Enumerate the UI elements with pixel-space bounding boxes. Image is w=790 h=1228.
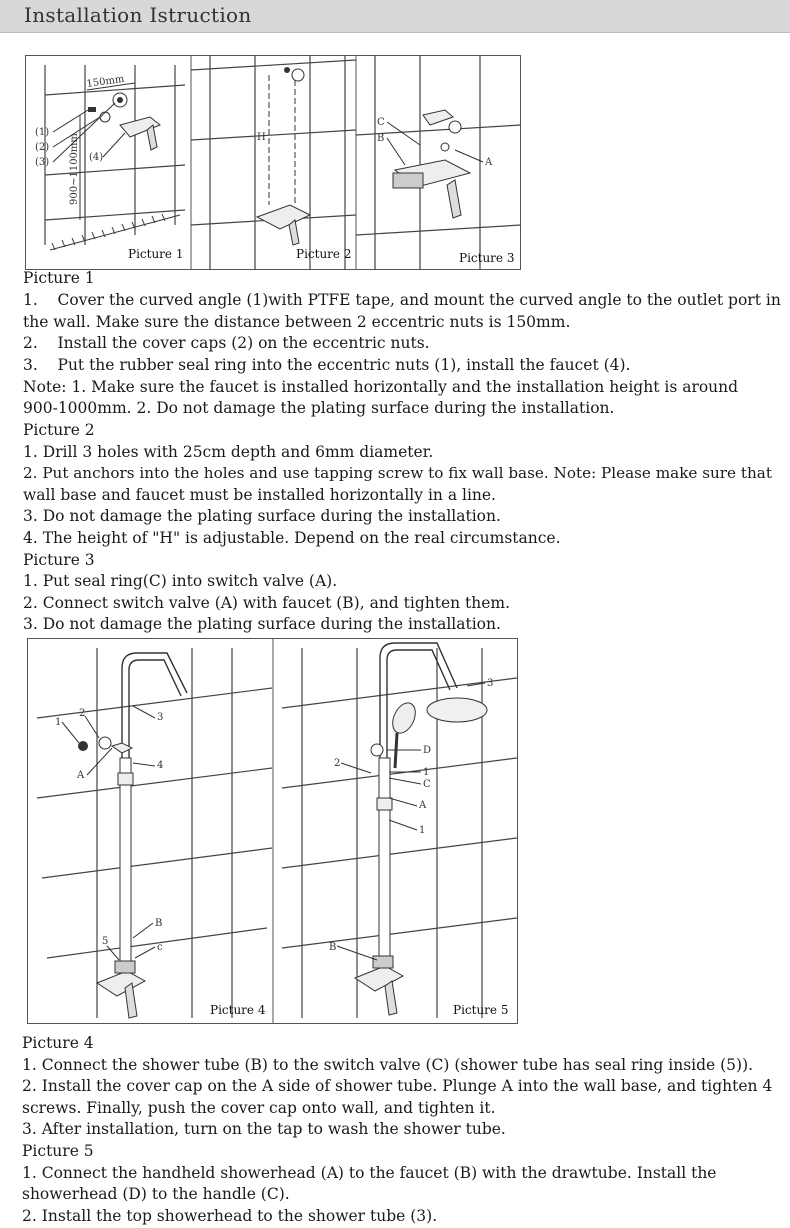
p1-step3-num: 3.: [23, 356, 38, 374]
p4-step2: 2. Install the cover cap on the A side of shower tube. Plunge A into the wall base, and tighten 4: [22, 1077, 773, 1095]
p1-step3: [23, 355, 630, 377]
p1-note1: Note: 1. Make sure the faucet is installed horizontally and the installation height is around: [23, 378, 739, 396]
p2-step3: 3. Do not damage the plating surface during the installation.: [23, 507, 501, 525]
svg-text:1: 1: [423, 767, 430, 778]
svg-text:5: 5: [102, 936, 109, 947]
svg-text:3: 3: [157, 712, 164, 723]
p3-step1: 1. Put seal ring(C) into switch valve (A).: [23, 572, 338, 590]
svg-text:2: 2: [334, 758, 341, 769]
p4-step1: 1. Connect the shower tube (B) to the switch valve (C) (shower tube has seal ring inside (5)).: [22, 1056, 754, 1074]
p1-step1-text: Cover the curved angle (1)with PTFE tape, and mount the curved angle to the outlet port in: [57, 291, 781, 309]
svg-text:150mm: 150mm: [85, 73, 126, 90]
svg-text:H: H: [257, 132, 266, 143]
installation-diagrams-4-5: [27, 638, 518, 1024]
p5-step1: 1. Connect the handheld showerhead (A) to the faucet (B) with the drawtube. Install the: [22, 1164, 717, 1182]
p5-heading: Picture 5: [22, 1142, 94, 1160]
p2-step4: 4. The height of "H" is adjustable. Depend on the real circumstance.: [23, 529, 561, 547]
svg-text:C: C: [377, 117, 385, 128]
p2-step2b: wall base and faucet must be installed horizontally in a line.: [23, 486, 496, 504]
header-bar: [0, 0, 790, 33]
p1-step1: [23, 290, 781, 312]
p4-heading: Picture 4: [22, 1034, 94, 1052]
caption-picture-5: Picture 5: [453, 1003, 509, 1017]
p1-step2-text: Install the cover caps (2) on the eccentric nuts.: [57, 334, 430, 352]
svg-text:C: C: [423, 779, 431, 790]
svg-text:B: B: [329, 942, 337, 953]
p1-step2-num: 2.: [23, 334, 38, 352]
p1-step1-num: 1.: [23, 291, 38, 309]
svg-text:4: 4: [157, 760, 164, 771]
svg-text:A: A: [485, 157, 493, 168]
svg-text:1: 1: [55, 717, 62, 728]
p1-note2: 900-1000mm. 2. Do not damage the plating surface during the installation.: [23, 399, 615, 417]
p4-step2b: screws. Finally, push the cover cap onto wall, and tighten it.: [22, 1099, 496, 1117]
svg-text:3: 3: [487, 678, 494, 689]
figure-panel-bottom: [27, 638, 518, 1024]
svg-text:A: A: [77, 770, 85, 781]
p1-step2: [23, 333, 430, 355]
p2-step2: 2. Put anchors into the holes and use tapping screw to fix wall base. Note: Please make sure that: [23, 464, 772, 482]
svg-text:(4): (4): [89, 152, 104, 163]
svg-text:D: D: [423, 745, 432, 756]
p2-heading: Picture 2: [23, 421, 95, 439]
caption-picture-3: Picture 3: [459, 251, 515, 265]
p5-step2: 2. Install the top showerhead to the shower tube (3).: [22, 1207, 438, 1225]
svg-text:c: c: [157, 942, 163, 953]
caption-picture-4: Picture 4: [210, 1003, 266, 1017]
p3-step2: 2. Connect switch valve (A) with faucet (B), and tighten them.: [23, 594, 511, 612]
p1-heading: Picture 1: [23, 269, 95, 287]
caption-picture-1: Picture 1: [128, 247, 184, 261]
svg-text:(1): (1): [35, 127, 50, 138]
installation-diagrams-1-3: [25, 55, 521, 270]
p3-step3: 3. Do not damage the plating surface during the installation.: [23, 615, 501, 633]
p1-step1b: the wall. Make sure the distance between 2 eccentric nuts is 150mm.: [23, 313, 571, 331]
svg-text:B: B: [377, 133, 385, 144]
svg-text:B: B: [155, 918, 163, 929]
p2-step1: 1. Drill 3 holes with 25cm depth and 6mm diameter.: [23, 443, 434, 461]
svg-text:1: 1: [419, 825, 426, 836]
p5-step1b: showerhead (D) to the handle (C).: [22, 1185, 290, 1203]
svg-text:(2): (2): [35, 142, 50, 153]
caption-picture-2: Picture 2: [296, 247, 352, 261]
p4-step3: 3. After installation, turn on the tap to wash the shower tube.: [22, 1120, 506, 1138]
page-title: Installation Istruction: [24, 3, 252, 27]
svg-text:A: A: [419, 800, 427, 811]
svg-text:(3): (3): [35, 157, 50, 168]
p3-heading: Picture 3: [23, 551, 95, 569]
svg-text:2: 2: [79, 708, 86, 719]
svg-text:900~1100mm: 900~1100mm: [69, 133, 80, 205]
figure-panel-top: [25, 55, 521, 270]
p1-step3-text: Put the rubber seal ring into the eccentric nuts (1), install the faucet (4).: [57, 356, 631, 374]
